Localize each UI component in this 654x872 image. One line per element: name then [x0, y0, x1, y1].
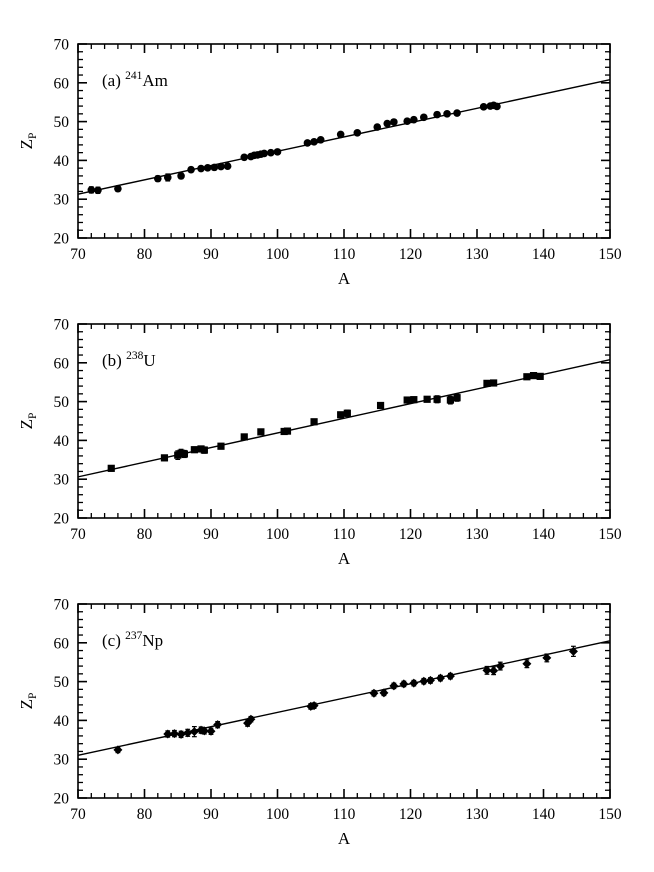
chart-panel-b [0, 300, 654, 580]
svg-text:ZP: $Z_P$ [17, 132, 39, 150]
x-axis-title: A [337, 549, 351, 568]
x-tick-label: 90 [203, 246, 219, 263]
y-axis-title [17, 133, 39, 150]
x-tick-label: 100 [265, 526, 290, 543]
y-tick-label: 20 [53, 790, 69, 808]
x-tick-label: 110 [332, 806, 356, 823]
x-tick-label: 130 [465, 526, 489, 543]
data-point [207, 727, 216, 736]
data-point [284, 427, 291, 434]
data-point [480, 103, 488, 111]
data-point [453, 109, 461, 117]
x-tick-label: 100 [265, 246, 290, 263]
x-tick-label: 70 [70, 806, 86, 823]
data-point [240, 153, 248, 161]
chart-panel-a [0, 20, 654, 300]
panel-label: (c) $^{237}$Np [102, 630, 164, 650]
y-axis-title [17, 413, 39, 430]
y-tick-label: 20 [53, 510, 69, 528]
data-point [489, 666, 498, 675]
svg-text:ZP: $Z_P$ [17, 412, 39, 430]
data-point [403, 117, 411, 125]
data-point [493, 103, 501, 111]
chart-panel-c [0, 580, 654, 860]
data-point [424, 396, 431, 403]
x-tick-label: 120 [398, 806, 423, 823]
x-tick-label: 120 [398, 246, 423, 263]
data-point [114, 185, 122, 193]
data-point [310, 138, 318, 146]
x-tick-label: 110 [332, 526, 356, 543]
x-tick-label: 70 [70, 246, 86, 263]
data-point [369, 689, 378, 698]
plot-panel-c [0, 580, 654, 860]
data-point [257, 428, 264, 435]
y-tick-label: 40 [53, 712, 69, 730]
data-point [177, 172, 185, 180]
x-tick-label: 130 [465, 246, 489, 263]
data-point [399, 679, 408, 688]
y-tick-label: 60 [53, 75, 69, 93]
data-point [260, 150, 268, 158]
y-tick-label: 60 [53, 635, 69, 653]
y-tick-label: 40 [53, 432, 69, 450]
y-tick-label: 40 [53, 152, 69, 170]
data-point [389, 681, 398, 690]
y-tick-label: 30 [53, 751, 69, 769]
data-point [204, 164, 212, 172]
data-point [197, 165, 205, 173]
data-point [344, 410, 351, 417]
x-tick-label: 150 [598, 246, 622, 263]
data-point [434, 396, 441, 403]
data-point [88, 186, 96, 194]
y-tick-label: 20 [53, 230, 69, 248]
data-point [433, 111, 441, 119]
y-tick-label: 30 [53, 471, 69, 489]
data-point [154, 175, 162, 183]
x-axis-title: A [337, 269, 351, 288]
data-point [337, 411, 344, 418]
data-point [267, 149, 275, 157]
data-point [410, 116, 418, 124]
data-point [490, 379, 497, 386]
y-tick-label: 60 [53, 355, 69, 373]
data-point [187, 166, 195, 174]
x-tick-label: 100 [265, 806, 290, 823]
data-point [443, 110, 451, 118]
x-tick-label: 90 [203, 526, 219, 543]
panel-label: (b) $^{238}$U [102, 350, 156, 370]
data-point [483, 380, 490, 387]
data-point [190, 727, 199, 736]
svg-text:ZP: $Z_P$ [17, 692, 39, 710]
data-point [377, 402, 384, 409]
x-tick-label: 80 [136, 526, 153, 543]
x-tick-label: 150 [598, 526, 622, 543]
data-point [224, 162, 232, 170]
y-tick-label: 50 [53, 394, 69, 412]
y-tick-label: 70 [53, 596, 69, 614]
data-point [317, 136, 325, 144]
data-point [426, 676, 435, 685]
data-point [217, 163, 225, 171]
fit-line [78, 641, 610, 755]
data-point [201, 447, 208, 454]
x-tick-label: 110 [332, 246, 356, 263]
data-point [354, 129, 362, 137]
y-tick-label: 70 [53, 316, 69, 334]
data-point [537, 373, 544, 380]
y-tick-label: 50 [53, 114, 69, 132]
data-point [530, 372, 537, 379]
data-point [161, 454, 168, 461]
axis-ticks [78, 324, 610, 518]
plot-panel-a [0, 20, 654, 300]
x-tick-label: 120 [398, 526, 423, 543]
data-point [310, 418, 317, 425]
data-point [446, 672, 455, 681]
x-tick-label: 150 [598, 806, 622, 823]
data-point [217, 443, 224, 450]
x-tick-label: 70 [70, 526, 86, 543]
data-point [404, 396, 411, 403]
x-tick-label: 140 [531, 246, 556, 263]
data-point [390, 118, 398, 126]
data-point [373, 123, 381, 131]
data-point [453, 394, 460, 401]
data-point [410, 396, 417, 403]
x-tick-label: 80 [136, 246, 153, 263]
data-point [183, 728, 192, 737]
data-point [420, 114, 428, 122]
data-point [164, 174, 172, 182]
data-point [94, 186, 102, 194]
x-tick-label: 140 [531, 806, 556, 823]
data-point [108, 465, 115, 472]
y-tick-label: 50 [53, 674, 69, 692]
y-axis-title [17, 693, 39, 710]
y-tick-label: 30 [53, 191, 69, 209]
data-point [447, 396, 454, 403]
plot-panel-b [0, 300, 654, 580]
data-point [304, 139, 312, 147]
data-point [213, 720, 222, 729]
data-point [337, 131, 345, 139]
x-axis-title: A [337, 829, 351, 848]
data-point [191, 446, 198, 453]
x-tick-label: 90 [203, 806, 219, 823]
x-tick-label: 80 [136, 806, 153, 823]
panel-label: (a) $^{241}$Am [102, 70, 168, 90]
x-tick-label: 140 [531, 526, 556, 543]
data-point [211, 164, 219, 172]
data-point [496, 662, 505, 671]
data-point [274, 148, 282, 156]
x-tick-label: 130 [465, 806, 489, 823]
data-point [241, 433, 248, 440]
data-point [409, 679, 418, 688]
data-point [383, 120, 391, 128]
data-point [177, 730, 186, 739]
y-tick-label: 70 [53, 36, 69, 54]
data-point [436, 674, 445, 683]
axis-frame [78, 324, 610, 518]
data-point [181, 450, 188, 457]
data-point [523, 373, 530, 380]
data-point [522, 659, 531, 668]
